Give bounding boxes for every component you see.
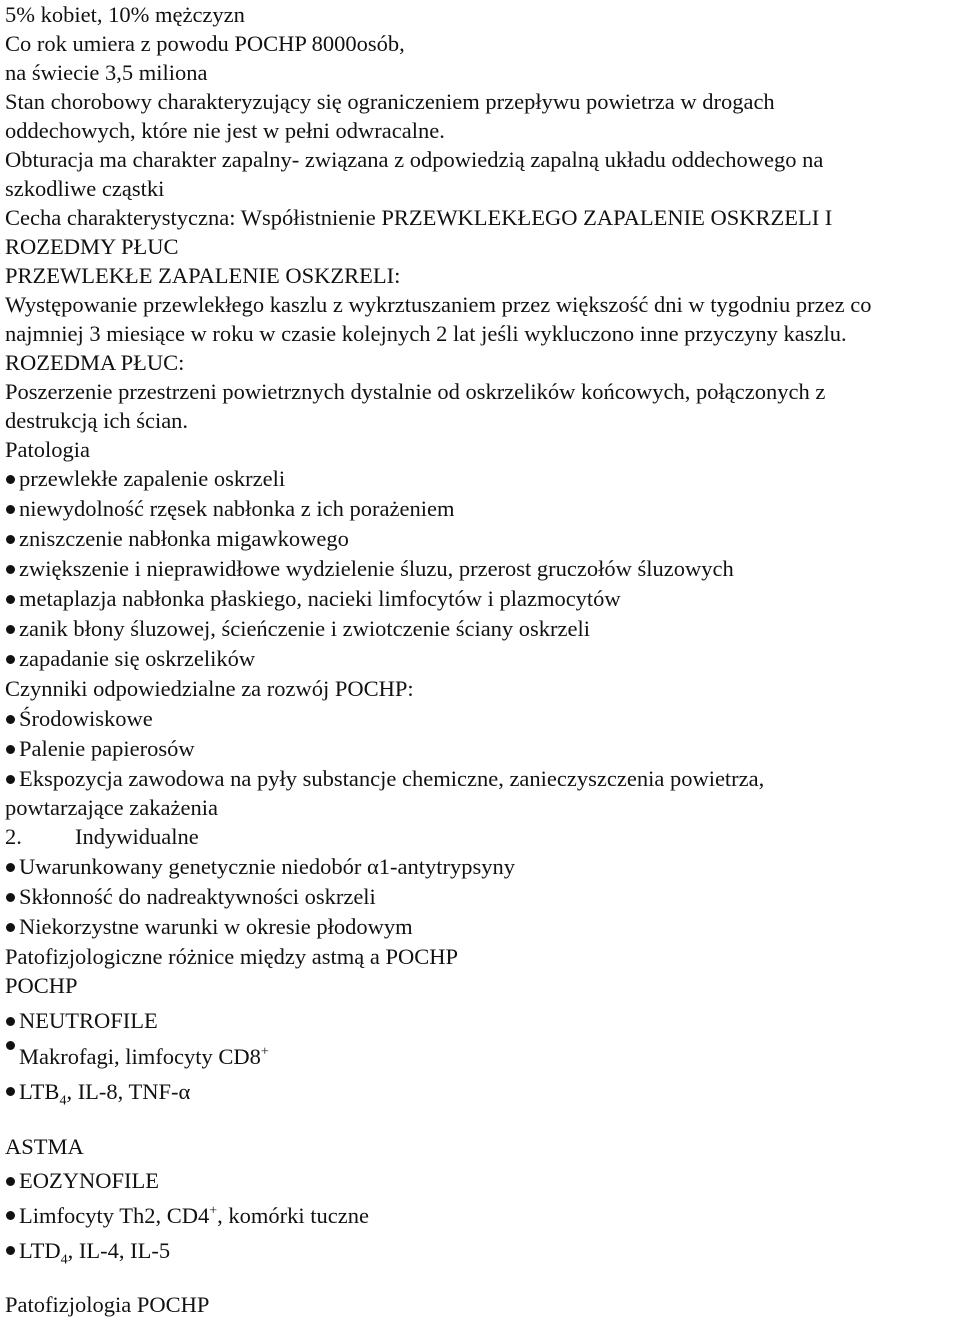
text-line: najmniej 3 miesiące w roku w czasie kolejnych 2 lat jeśli wykluczono inne przyczyny kaszlu. — [5, 321, 847, 346]
spacer — [5, 1110, 957, 1130]
bullet-icon — [6, 655, 15, 664]
list-item: przewlekłe zapalenie oskrzeli — [5, 464, 957, 494]
list-item: $LTB_4$, IL-8, TNF-α — [5, 1074, 957, 1110]
pochp-section — [5, 971, 957, 1110]
pathology-list — [5, 464, 957, 674]
list-item: Limfocyty Th2, CD4+, komórki tuczne — [5, 1198, 957, 1233]
bullet-icon — [6, 923, 15, 932]
text-line: destrukcją ich ścian. — [5, 408, 189, 433]
pochp-title: POCHP — [5, 973, 78, 998]
text-line: ROZEDMA PŁUC: — [5, 350, 185, 375]
list-item: Środowiskowe — [5, 704, 957, 734]
bullet-icon — [6, 715, 15, 724]
list-item: metaplazja nabłonka płaskiego, nacieki limfocytów i plazmocytów — [5, 584, 957, 614]
text-line: Występowanie przewlekłego kaszlu z wykrztuszaniem przez większość dni w tygodniu przez co — [5, 292, 872, 317]
bullet-icon — [6, 893, 15, 902]
list-item: Skłonność do nadreaktywności oskrzeli — [5, 882, 957, 912]
text-line: Obturacja ma charakter zapalny- związana z odpowiedzią zapalną układu oddechowego na — [5, 147, 824, 172]
factors-list — [5, 704, 957, 822]
bullet-icon — [6, 1041, 15, 1050]
factors-heading: Czynniki odpowiedzialne za rozwój POCHP: — [5, 676, 414, 701]
text-line: Stan chorobowy charakteryzujący się ograniczeniem przepływu powietrza w drogach — [5, 89, 775, 114]
list-item: Makrofagi, limfocyty CD8+ — [5, 1038, 957, 1074]
bullet-icon — [6, 565, 15, 574]
document-page — [5, 0, 957, 1320]
bullet-icon — [6, 1087, 15, 1096]
text-line: na świecie 3,5 miliona — [5, 60, 208, 85]
spacer — [5, 1268, 957, 1290]
astma-section — [5, 1130, 957, 1268]
bullet-icon — [6, 1017, 15, 1026]
bullet-icon — [6, 1177, 15, 1186]
footer-heading: Patofizjologia POCHP — [5, 1292, 210, 1317]
astma-title: ASTMA — [5, 1134, 84, 1159]
text-line: powtarzające zakażenia — [5, 795, 218, 820]
bullet-icon — [6, 775, 15, 784]
text-line: 5% kobiet, 10% mężczyzn — [5, 2, 245, 27]
bullet-icon — [6, 595, 15, 604]
bullet-icon — [6, 745, 15, 754]
text-line: PRZEWLEKŁE ZAPALENIE OSKZRELI: — [5, 263, 401, 288]
bullet-icon — [6, 1211, 15, 1220]
list-item: NEUTROFILE — [5, 1004, 957, 1038]
list-item: Ekspozycja zawodowa na pyły substancje chemiczne, zanieczyszczenia powietrza, — [5, 764, 957, 794]
list-item: niewydolność rzęsek nabłonka z ich porażeniem — [5, 494, 957, 524]
bullet-icon — [6, 475, 15, 484]
bullet-icon — [6, 535, 15, 544]
list-item: zniszczenie nabłonka migawkowego — [5, 524, 957, 554]
differences-heading: Patofizjologiczne różnice między astmą a POCHP — [5, 944, 458, 969]
list-item: $LTD_4$, IL-4, IL-5 — [5, 1233, 957, 1268]
numbered-heading-individual — [5, 822, 957, 852]
list-item: zwiększenie i nieprawidłowe wydzielenie śluzu, przerost gruczołów śluzowych — [5, 554, 957, 584]
text-line: Cecha charakterystyczna: Współistnienie PRZEWKLEKŁEGO ZAPALENIE OSKRZELI I — [5, 205, 833, 230]
text-line: oddechowych, które nie jest w pełni odwracalne. — [5, 118, 445, 143]
list-item: Palenie papierosów — [5, 734, 957, 764]
individual-list — [5, 852, 957, 942]
list-item: EOZYNOFILE — [5, 1164, 957, 1198]
text-line: Poszerzenie przestrzeni powietrznych dystalnie od oskrzelików końcowych, połączonych z — [5, 379, 826, 404]
list-item: zanik błony śluzowej, ścieńczenie i zwiotczenie ściany oskrzeli — [5, 614, 957, 644]
text-line: ROZEDMY PŁUC — [5, 234, 179, 259]
bullet-icon — [6, 1246, 15, 1255]
list-number: 2. — [5, 824, 22, 849]
list-item: zapadanie się oskrzelików — [5, 644, 957, 674]
numbered-heading-label: Indywidualne — [75, 824, 199, 849]
bullet-icon — [6, 505, 15, 514]
bullet-icon — [6, 863, 15, 872]
text-line: Co rok umiera z powodu POCHP 8000osób, — [5, 31, 405, 56]
bullet-icon — [6, 625, 15, 634]
list-item: Niekorzystne warunki w okresie płodowym — [5, 912, 957, 942]
section-heading-patologia: Patologia — [5, 437, 90, 462]
text-line: szkodliwe cząstki — [5, 176, 165, 201]
list-item: Uwarunkowany genetycznie niedobór α1-antytrypsyny — [5, 852, 957, 882]
intro-section — [5, 0, 957, 464]
